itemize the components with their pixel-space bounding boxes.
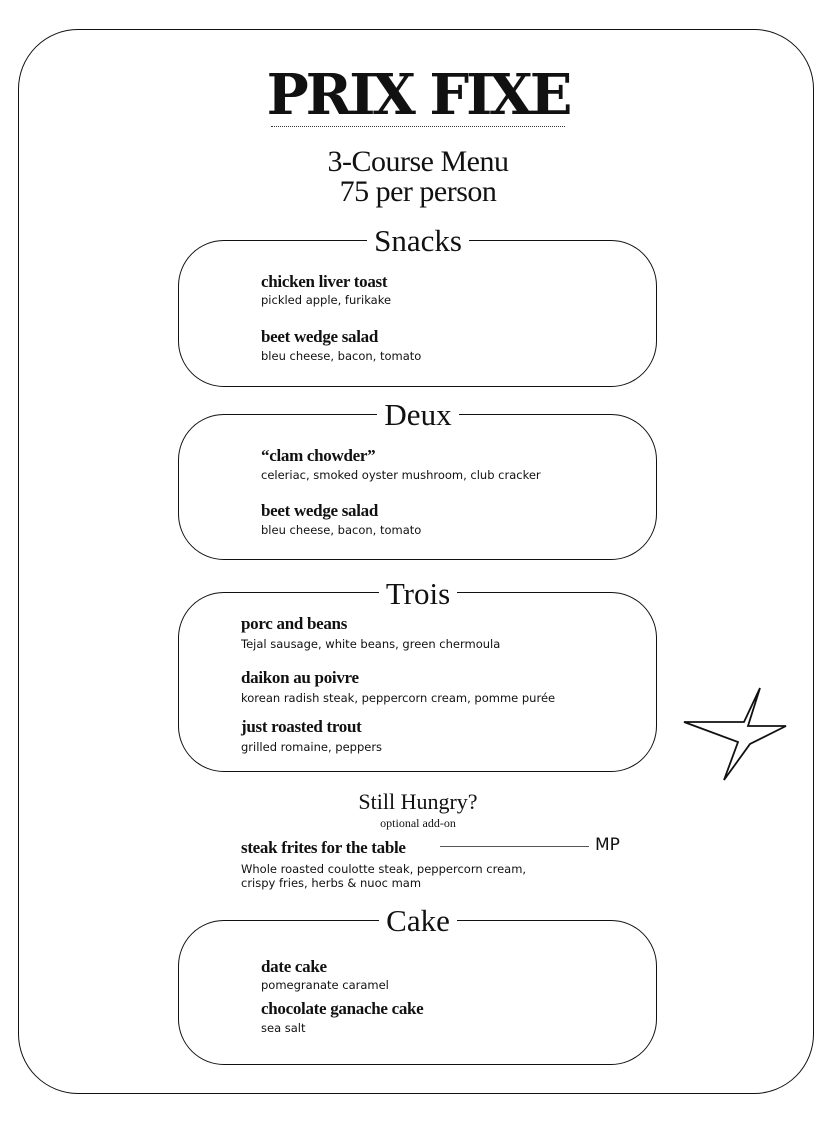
dish-name: chocolate ganache cake [261, 999, 424, 1018]
addon-price: MP [595, 835, 620, 855]
section-trois-title: Trois [379, 576, 457, 612]
title-underline [271, 126, 565, 127]
menu-subtitle-course: 3-Course Menu [327, 145, 509, 178]
addon-subheading: optional add-on [380, 816, 456, 830]
dish-name: daikon au poivre [241, 668, 359, 687]
section-snacks-box [178, 240, 657, 387]
dish-description: bleu cheese, bacon, tomato [261, 523, 422, 537]
page-title: PRIX FIXE [266, 62, 570, 128]
dish-description: korean radish steak, peppercorn cream, pomme purée [241, 691, 556, 705]
dish-description: pomegranate caramel [261, 978, 389, 992]
dish-description: celeriac, smoked oyster mushroom, club cracker [261, 468, 541, 482]
dish-description: bleu cheese, bacon, tomato [261, 349, 422, 363]
section-deux-title: Deux [377, 397, 458, 433]
dish-name: chicken liver toast [261, 272, 388, 291]
addon-dish-name: steak frites for the table [241, 838, 406, 857]
section-snacks-title: Snacks [367, 223, 469, 259]
dish-description: grilled romaine, peppers [241, 740, 383, 754]
menu-subtitle-price: 75 per person [339, 175, 497, 208]
section-cake-title: Cake [379, 903, 457, 939]
dish-name: just roasted trout [241, 717, 362, 736]
dish-name: beet wedge salad [261, 327, 379, 346]
section-deux-box [178, 414, 657, 560]
addon-description: Whole roasted coulotte steak, peppercorn cream, [241, 862, 527, 876]
addon-description: crispy fries, herbs & nuoc mam [241, 876, 422, 890]
dish-description: Tejal sausage, white beans, green chermoula [241, 637, 501, 651]
dish-description: pickled apple, furikake [261, 293, 392, 307]
star-sparkle-icon [682, 684, 790, 784]
dish-name: “clam chowder” [261, 446, 376, 465]
dish-name: date cake [261, 957, 327, 976]
dish-name: porc and beans [241, 614, 348, 633]
section-cake-box [178, 920, 657, 1065]
dish-description: sea salt [261, 1021, 306, 1035]
dish-name: beet wedge salad [261, 501, 379, 520]
addon-heading: Still Hungry? [358, 789, 478, 814]
price-leader-line [440, 846, 589, 847]
